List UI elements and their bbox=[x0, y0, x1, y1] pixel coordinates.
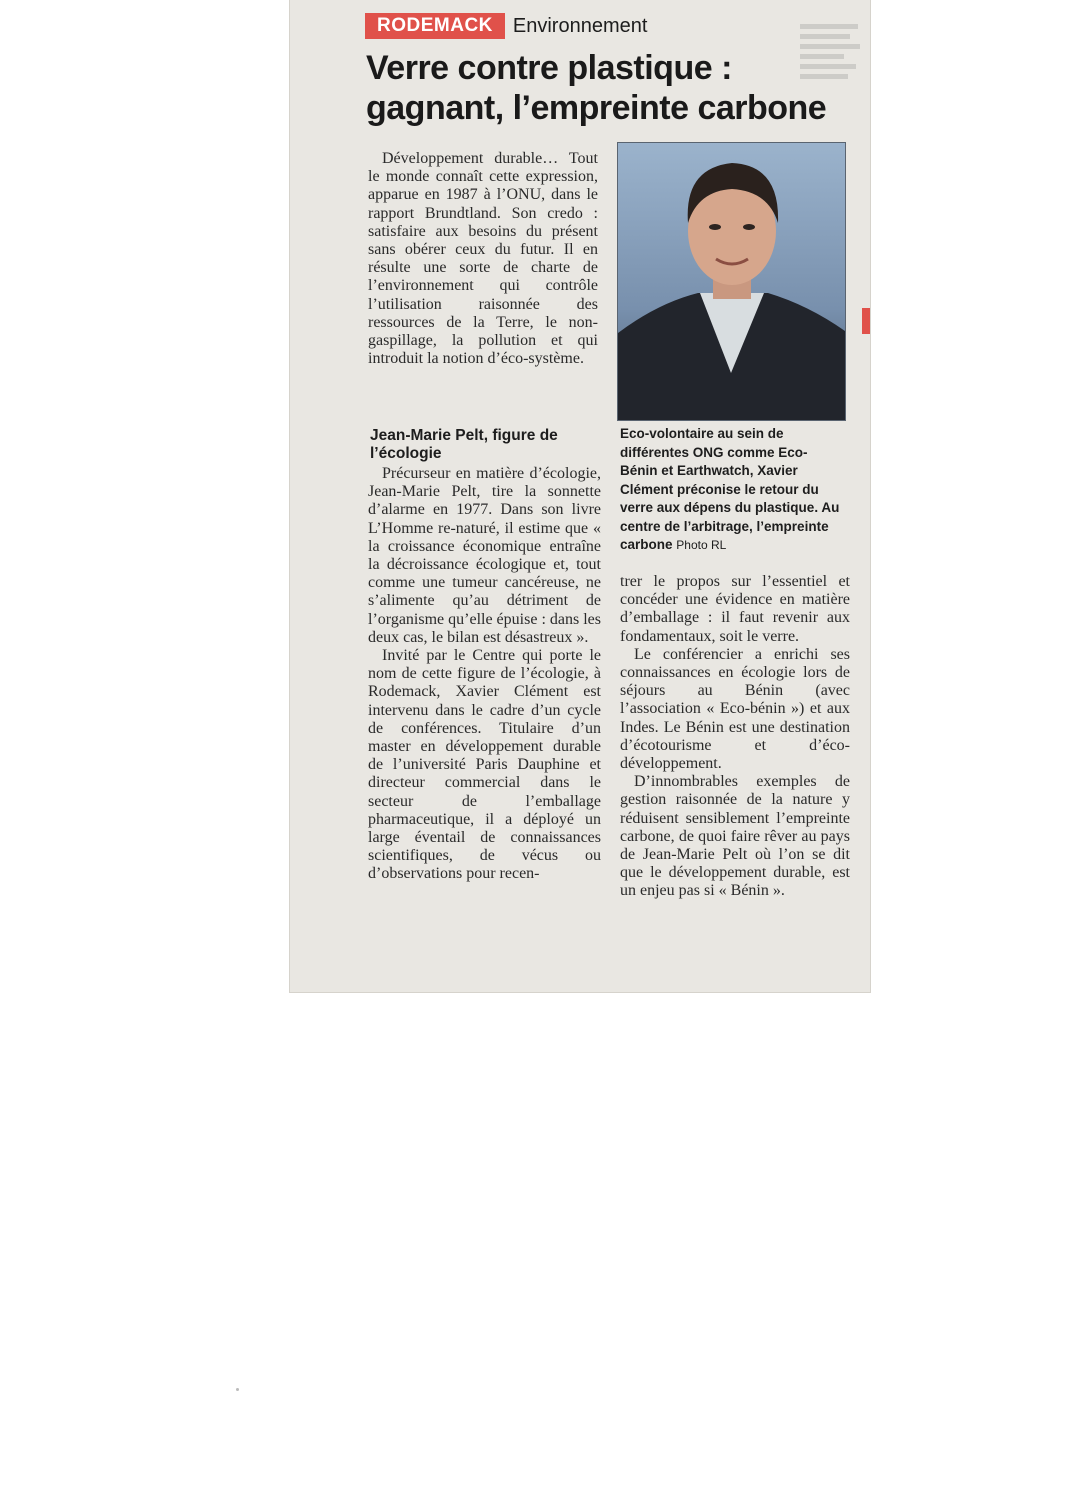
paragraph-pelt: Précurseur en matière d’écologie, Jean-Marie Pelt, tire la sonnette d’alarme en 1977. Dans son livre L’Homme re-naturé, il estime que « la croissance économique entraîne la décroissance écologique et, tout comme une tumeur cancéreuse, ne s’alimente qu’au détriment de l’organisme qu’elle épuise : dans les deux cas, le bilan est désastreux ». bbox=[368, 465, 601, 646]
paragraph-conferencier: Le conférencier a enrichi ses connaissances en écologie lors de séjours au Bénin (avec l’association « Eco-bénin ») et aux Indes. Le Bénin est une destination d’écotourisme et d’éco-développement. bbox=[620, 645, 850, 773]
portrait-photo bbox=[617, 142, 846, 421]
caption-text: Eco-volontaire au sein de différentes ONG comme Eco-Bénin et Earthwatch, Xavier Clément préconise le retour du verre aux dépens du plastique. Au centre de l’arbitrage, l’empreinte carbone bbox=[620, 426, 840, 552]
paragraph-exemples: D’innombrables exemples de gestion raisonnée de la nature y réduisent sensiblement l’empreinte carbone, de quoi faire rêver au pays de Jean-Marie Pelt où l’on se dit que le développement durable, est un enjeu pas si « Bénin ». bbox=[620, 773, 850, 900]
edge-color-mark bbox=[862, 308, 870, 334]
scan-speck bbox=[236, 1388, 239, 1391]
photo-credit: Photo RL bbox=[676, 538, 727, 552]
headline: Verre contre plastique : gagnant, l’empreinte carbone bbox=[366, 49, 827, 127]
photo-caption bbox=[620, 425, 845, 555]
kicker bbox=[365, 13, 647, 39]
paragraph-intro: Développement durable… Tout le monde connaît cette expression, apparue en 1987 à l’ONU, dans le rapport Brundtland. Son credo : satisfaire aux besoins du présent sans obérer ceux du futur. Il en résulte une sorte de charte de l’environnement qui contrôle l’utilisation raisonnée des ressources de la Terre, le non-gaspillage, la pollution et qui introduit la notion d’éco-système. bbox=[368, 150, 598, 368]
column-right bbox=[620, 573, 850, 901]
column-left-top bbox=[368, 150, 598, 368]
section-label: Environnement bbox=[512, 15, 648, 37]
paragraph-invite: Invité par le Centre qui porte le nom de cette figure de l’écologie, à Rodemack, Xavier Clément est intervenu dans le cadre d’un cycle de conférences. Titulaire d’un master en développement durable de l’université Paris Dauphine et directeur commercial dans le secteur de l’emballage pharmaceutique, il a déployé un large éventail de connaissances scientifiques, de vécus ou d’observations pour recen- bbox=[368, 647, 601, 883]
column-left-bottom bbox=[368, 465, 601, 884]
location-tag: RODEMACK bbox=[365, 13, 505, 39]
subheading: Jean-Marie Pelt, figure de l’écologie bbox=[370, 427, 558, 462]
portrait-illustration bbox=[618, 143, 845, 420]
paragraph-continuation: trer le propos sur l’essentiel et concéder une évidence en matière d’emballage : il faut revenir aux fondamentaux, soit le verre. bbox=[620, 573, 850, 645]
